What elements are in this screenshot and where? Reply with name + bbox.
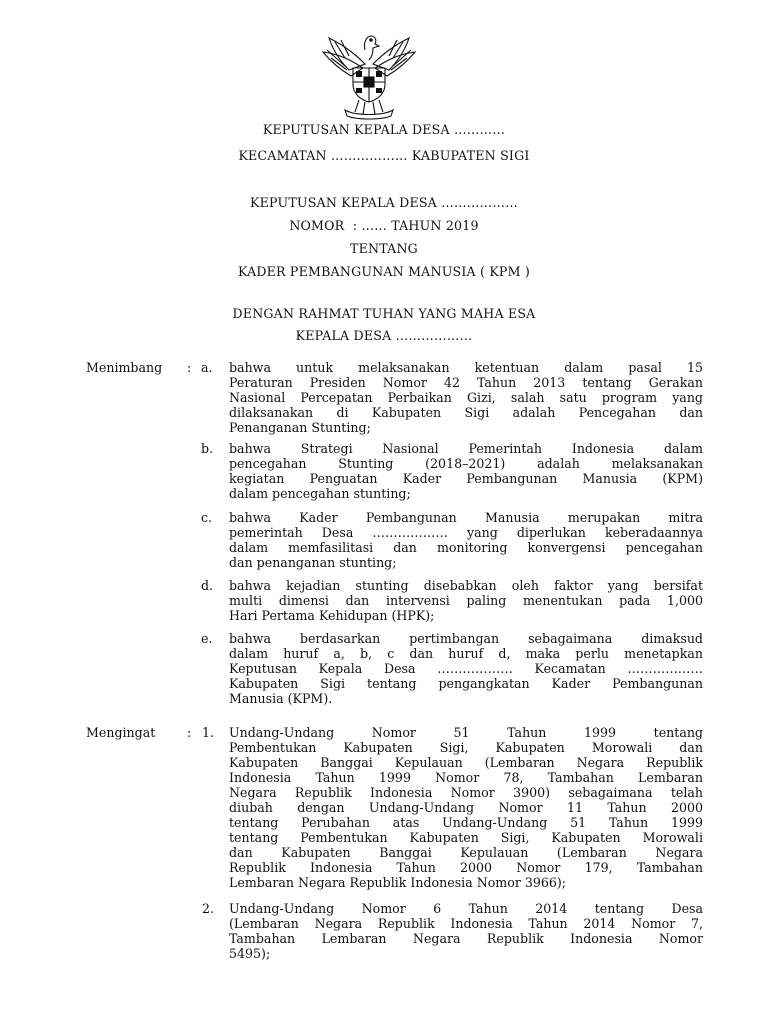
decree-subject: KADER PEMBANGUNAN MANUSIA ( KPM ) xyxy=(237,264,531,279)
text-line: Lembaran Negara Republik Indonesia Nomor 3966); xyxy=(229,875,567,890)
item-text xyxy=(229,725,703,890)
text-line: dilaksanakan di Kabupaten Sigi adalah Pencegahan dan xyxy=(229,405,703,420)
item-text xyxy=(229,510,703,570)
text-line: pemerintah Desa ……………… yang diperlukan keberadaannya xyxy=(229,525,703,540)
text-line: (Lembaran Negara Republik Indonesia Tahun 2014 Nomor 7, xyxy=(229,916,703,931)
text-line: Kabupaten Sigi tentang pengangkatan Kader Pembangunan xyxy=(229,676,703,691)
text-line: bahwa kejadian stunting disebabkan oleh faktor yang bersifat xyxy=(229,578,703,593)
item-text xyxy=(229,441,703,501)
item-number: 1. xyxy=(202,725,215,740)
text-line: dan penanganan stunting; xyxy=(229,555,397,570)
about-label: TENTANG xyxy=(350,241,418,256)
text-line: Keputusan Kepala Desa ……………… Kecamatan ……………… xyxy=(229,661,703,676)
text-line: pencegahan Stunting (2018–2021) adalah melaksanakan xyxy=(229,456,703,471)
text-line: Republik Indonesia Tahun 2000 Nomor 179, Tambahan xyxy=(229,860,703,875)
district-regency-line: KECAMATAN ……………… KABUPATEN SIGI xyxy=(238,148,530,163)
item-number: 2. xyxy=(202,901,215,916)
item-number: d. xyxy=(201,578,214,593)
text-line: Undang-Undang Nomor 51 Tahun 1999 tentang xyxy=(229,725,703,740)
text-line: Penanganan Stunting; xyxy=(229,420,371,435)
text-line: kegiatan Penguatan Kader Pembangunan Manusia (KPM) xyxy=(229,471,703,486)
text-line: dalam pencegahan stunting; xyxy=(229,486,411,501)
decree-number: NOMOR : …… TAHUN 2019 xyxy=(289,218,479,233)
text-line: multi dimensi dan intervensi paling menentukan pada 1,000 xyxy=(229,593,703,608)
text-line: Tambahan Lembaran Negara Republik Indonesia Nomor xyxy=(229,931,703,946)
text-line: diubah dengan Undang-Undang Nomor 11 Tahun 2000 xyxy=(229,800,703,815)
decree-heading: KEPUTUSAN KEPALA DESA ……………… xyxy=(250,195,518,210)
mengingat-colon: : xyxy=(187,725,192,740)
text-line: bahwa untuk melaksanakan ketentuan dalam pasal 15 xyxy=(229,360,703,375)
text-line: bahwa Strategi Nasional Pemerintah Indonesia dalam xyxy=(229,441,703,456)
text-line: dalam huruf a, b, c dan huruf d, maka perlu menetapkan xyxy=(229,646,703,661)
item-text xyxy=(229,631,703,706)
village-head-line: KEPALA DESA ……………… xyxy=(295,328,473,343)
garuda-pancasila-emblem-icon xyxy=(315,24,423,120)
text-line: Indonesia Tahun 1999 Nomor 78, Tambahan Lembaran xyxy=(229,770,703,785)
text-line: bahwa Kader Pembangunan Manusia merupakan mitra xyxy=(229,510,703,525)
text-line: Negara Republik Indonesia Nomor 3900) sebagaimana telah xyxy=(229,785,703,800)
item-text xyxy=(229,901,703,961)
mengingat-label: Mengingat xyxy=(86,725,156,740)
item-number: c. xyxy=(201,510,213,525)
text-line: dalam memfasilitasi dan monitoring konvergensi pencegahan xyxy=(229,540,703,555)
text-line: tentang Perubahan atas Undang-Undang 51 Tahun 1999 xyxy=(229,815,703,830)
text-line: Undang-Undang Nomor 6 Tahun 2014 tentang Desa xyxy=(229,901,703,916)
text-line: Nasional Percepatan Perbaikan Gizi, salah satu program yang xyxy=(229,390,703,405)
text-line: 5495); xyxy=(229,946,271,961)
text-line: bahwa berdasarkan pertimbangan sebagaimana dimaksud xyxy=(229,631,703,646)
text-line: Peraturan Presiden Nomor 42 Tahun 2013 tentang Gerakan xyxy=(229,375,703,390)
decree-title-line: KEPUTUSAN KEPALA DESA ………… xyxy=(262,122,506,137)
text-line: Manusia (KPM). xyxy=(229,691,333,706)
item-text xyxy=(229,360,703,435)
item-number: b. xyxy=(201,441,214,456)
item-number: e. xyxy=(201,631,213,646)
text-line: Hari Pertama Kehidupan (HPK); xyxy=(229,608,435,623)
text-line: dan Kabupaten Banggai Kepulauan (Lembaran Negara xyxy=(229,845,703,860)
text-line: Pembentukan Kabupaten Sigi, Kabupaten Morowali dan xyxy=(229,740,703,755)
divine-blessing-line: DENGAN RAHMAT TUHAN YANG MAHA ESA xyxy=(232,306,536,321)
item-text xyxy=(229,578,703,623)
text-line: tentang Pembentukan Kabupaten Sigi, Kabupaten Morowali xyxy=(229,830,703,845)
menimbang-label: Menimbang xyxy=(86,360,163,375)
text-line: Kabupaten Banggai Kepulauan (Lembaran Negara Republik xyxy=(229,755,703,770)
item-number: a. xyxy=(201,360,213,375)
menimbang-colon: : xyxy=(187,360,192,375)
